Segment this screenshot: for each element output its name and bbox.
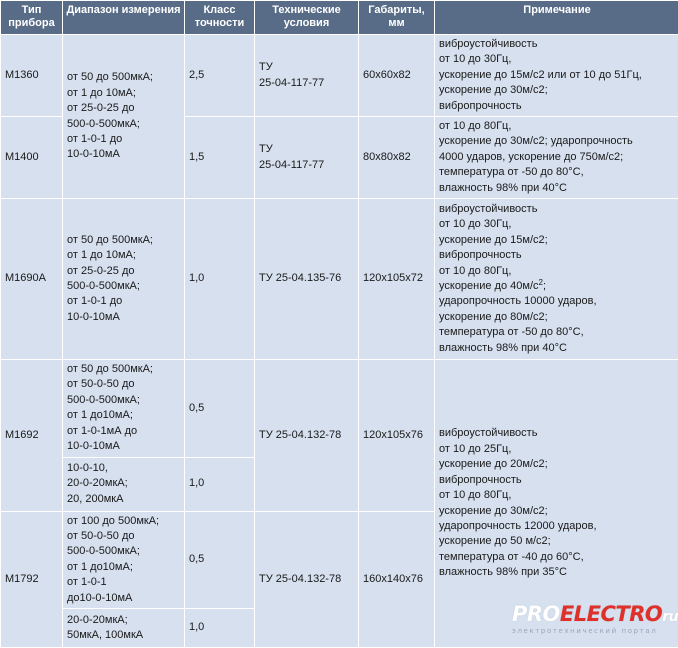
cell-note: виброустойчивость от 10 до 25Гц, ускорение до 20м/с2; вибропрочность от 10 до 80Гц, ускорение до 30м/с2; удaропрочность 12000 ударов, ускорение до 50 м/с2; температура от -40 до 60°С, влажность 98% при 35°С bbox=[435, 360, 678, 647]
cell-note: виброустойчивость от 10 до 30Гц, ускорение до 15м/с2 или от 10 до 51Гц, ускорение до 30м/с2; вибропрочность bbox=[435, 35, 678, 116]
cell-range: от 50 до 500мкА; от 50-0-50 до 500-0-500мкА; от 1 до10мА; от 1-0-1мА до 10-0-10мА bbox=[63, 360, 184, 456]
cell-accuracy: 1,5 bbox=[185, 117, 254, 198]
cell-accuracy: 0,5 bbox=[185, 512, 254, 608]
header-type: Тип прибора bbox=[1, 1, 62, 34]
cell-type: М1400 bbox=[1, 117, 62, 198]
cell-range: 10-0-10, 20-0-20мкА; 20, 200мкА bbox=[63, 458, 184, 511]
cell-note bbox=[435, 199, 678, 359]
header-note: Примечание bbox=[435, 1, 678, 34]
header-row bbox=[1, 1, 678, 34]
logo-ru: ru bbox=[662, 609, 678, 625]
cell-accuracy: 1,0 bbox=[185, 199, 254, 359]
cell-accuracy: 1,0 bbox=[185, 609, 254, 647]
cell-range: от 100 до 500мкА; от 50-0-50 до 500-0-500мкА; от 1 до10мА; от 1-0-1 до10-0-10мА bbox=[63, 512, 184, 608]
row-m1690a bbox=[1, 199, 678, 359]
cell-type: М1692 bbox=[1, 360, 62, 510]
watermark-logo bbox=[512, 602, 678, 626]
cell-accuracy: 1,0 bbox=[185, 458, 254, 511]
row-m1360 bbox=[1, 35, 678, 116]
cell-range: от 50 до 500мкА; от 1 до 10мА; от 25-0-25 до 500-0-500мкА; от 1-0-1 до 10-0-10мА bbox=[63, 35, 184, 198]
note-text: ; удaропрочность 10000 ударов, ускорение до 80м/с2; температура от -50 до 80°С, влажность 98% при 40°С bbox=[439, 280, 597, 354]
logo-pro: PRO bbox=[512, 602, 560, 626]
cell-accuracy: 0,5 bbox=[185, 360, 254, 456]
cell-tech: ТУ 25-04-117-77 bbox=[255, 35, 358, 116]
logo-electro: ELECTRO bbox=[559, 602, 663, 626]
cell-dims: 80х80х82 bbox=[359, 117, 434, 198]
header-dims: Габариты, мм bbox=[359, 1, 434, 34]
cell-dims: 120х105х76 bbox=[359, 360, 434, 510]
cell-note: от 10 до 80Гц, ускорение до 30м/с2; удaропрочность 4000 ударов, ускорение до 750м/с2; температура от -50 до 80°С, влажность 98% при 40°С bbox=[435, 117, 678, 198]
watermark-subtitle: электротехнический портал bbox=[512, 627, 658, 635]
cell-type: М1792 bbox=[1, 512, 62, 647]
note-superscript: 2 bbox=[538, 278, 543, 288]
cell-tech: ТУ 25-04.132-78 bbox=[255, 360, 358, 510]
cell-range: от 50 до 500мкА; от 1 до 10мА; от 25-0-25 до 500-0-500мкА; от 1-0-1 до 10-0-10мА bbox=[63, 199, 184, 359]
header-range: Диапазон измерения bbox=[63, 1, 184, 34]
cell-type: М1360 bbox=[1, 35, 62, 116]
cell-accuracy: 2,5 bbox=[185, 35, 254, 116]
cell-range: 20-0-20мкА; 50мкА, 100мкА bbox=[63, 609, 184, 647]
note-text: виброустойчивость от 10 до 30Гц, ускорение до 15м/с2; вибропрочность от 10 до 80Гц, ускорение до 40м/с bbox=[439, 203, 548, 293]
cell-dims: 120х105х72 bbox=[359, 199, 434, 359]
cell-type: М1690А bbox=[1, 199, 62, 359]
cell-tech: ТУ 25-04.135-76 bbox=[255, 199, 358, 359]
header-accuracy: Класс точности bbox=[185, 1, 254, 34]
row-m1692-a bbox=[1, 360, 678, 456]
cell-dims: 160х140х76 bbox=[359, 512, 434, 647]
cell-dims: 60х60х82 bbox=[359, 35, 434, 116]
cell-tech: ТУ 25-04-117-77 bbox=[255, 117, 358, 198]
cell-tech: ТУ 25-04.132-78 bbox=[255, 512, 358, 647]
header-tech: Технические условия bbox=[255, 1, 358, 34]
